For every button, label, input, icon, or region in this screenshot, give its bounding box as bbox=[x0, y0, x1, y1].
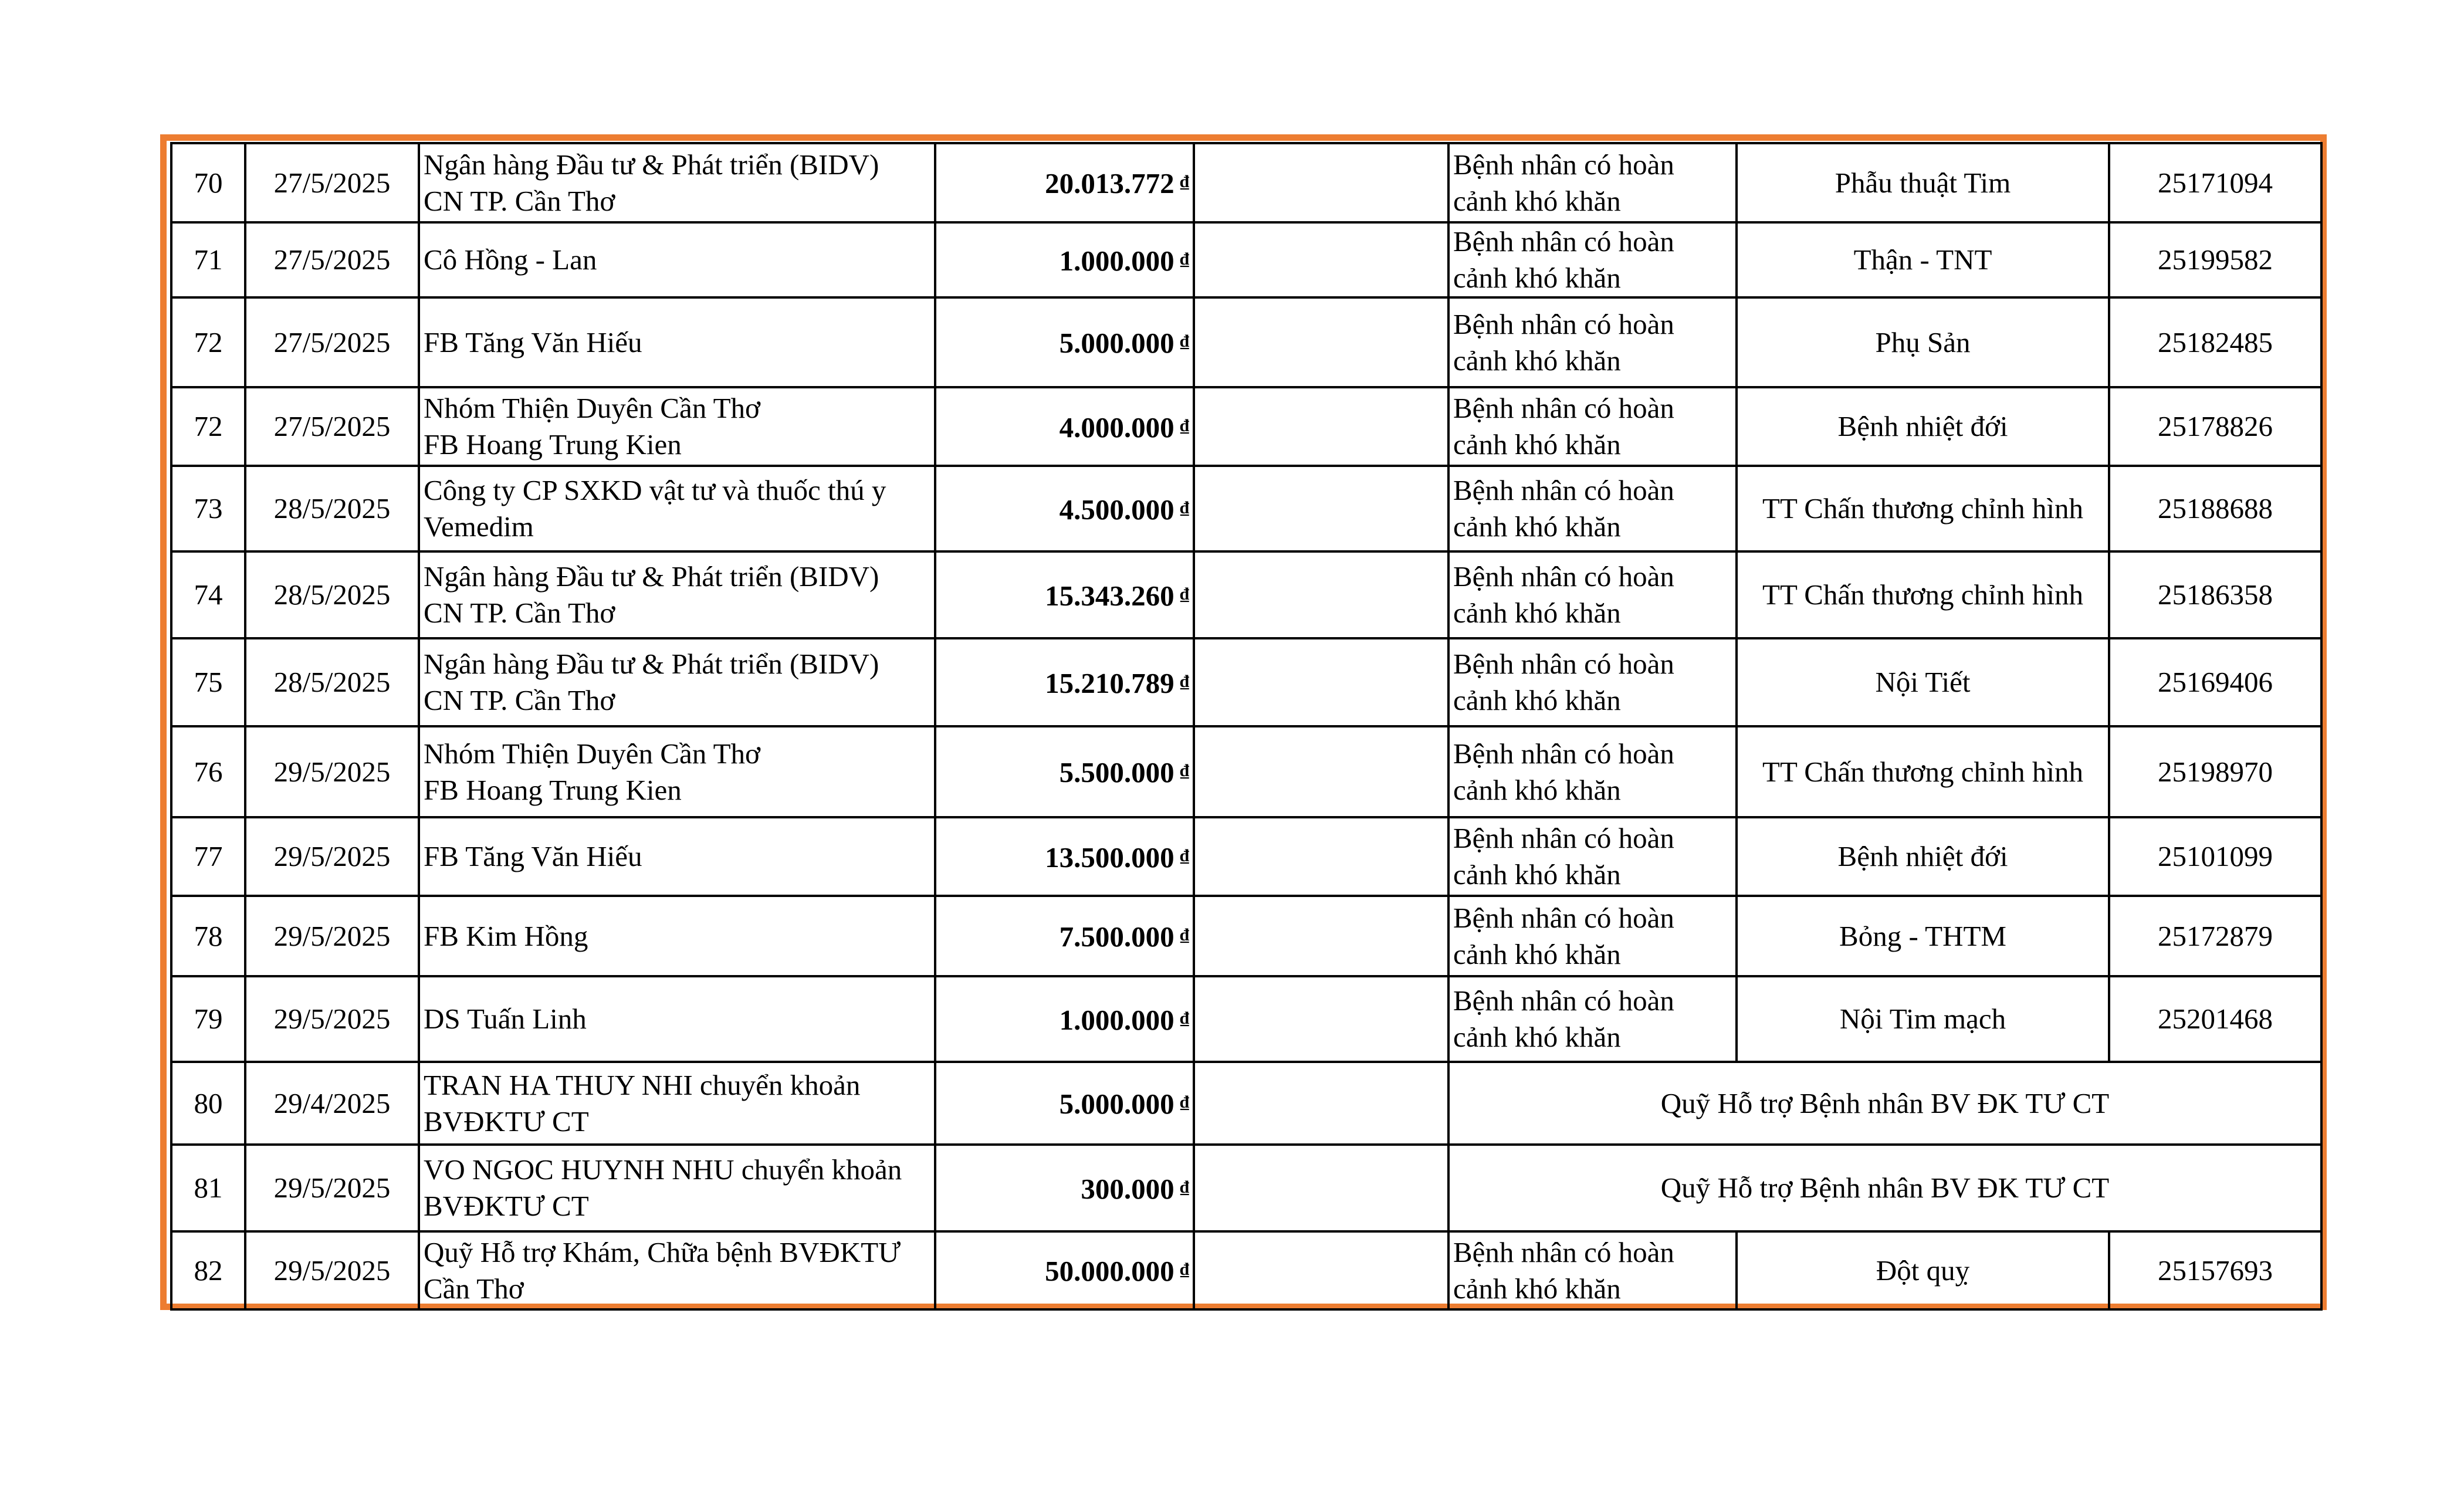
date-cell: 29/5/2025 bbox=[245, 1231, 419, 1309]
purpose-line1: Bệnh nhân có hoàn bbox=[1453, 560, 1674, 593]
donor-name-cell bbox=[419, 638, 935, 726]
purpose-line2: cảnh khó khăn bbox=[1453, 428, 1621, 461]
patient-code-cell: 25178826 bbox=[2109, 387, 2321, 466]
amount-cell bbox=[935, 1145, 1194, 1231]
amount-value: 1.000.000 bbox=[1059, 1003, 1175, 1036]
note-cell bbox=[1194, 817, 1448, 896]
purpose-line1: Bệnh nhân có hoàn bbox=[1453, 392, 1674, 424]
amount-value: 15.210.789 bbox=[1045, 666, 1175, 699]
amount-cell bbox=[935, 726, 1194, 817]
purpose-cell bbox=[1448, 297, 1737, 387]
amount-value: 15.343.260 bbox=[1045, 579, 1175, 612]
currency-symbol: ₫ bbox=[1180, 415, 1189, 435]
row-number-cell: 77 bbox=[171, 817, 245, 896]
purpose-line2: cảnh khó khăn bbox=[1453, 684, 1621, 716]
donor-name-line2: CN TP. Cần Thơ bbox=[424, 597, 615, 629]
date-cell: 27/5/2025 bbox=[245, 297, 419, 387]
donor-name-cell bbox=[419, 1231, 935, 1309]
date-cell: 29/4/2025 bbox=[245, 1062, 419, 1145]
row-number-cell: 76 bbox=[171, 726, 245, 817]
department-cell: Bệnh nhiệt đới bbox=[1737, 817, 2109, 896]
note-cell bbox=[1194, 551, 1448, 638]
row-number-cell: 75 bbox=[171, 638, 245, 726]
department-cell: Nội Tiết bbox=[1737, 638, 2109, 726]
purpose-cell bbox=[1448, 896, 1737, 976]
purpose-line1: Bệnh nhân có hoàn bbox=[1453, 1236, 1674, 1268]
row-number-cell: 72 bbox=[171, 387, 245, 466]
purpose-line2: cảnh khó khăn bbox=[1453, 937, 1621, 970]
purpose-line2: cảnh khó khăn bbox=[1453, 597, 1621, 629]
purpose-line1: Bệnh nhân có hoàn bbox=[1453, 307, 1674, 340]
donor-name-cell bbox=[419, 817, 935, 896]
patient-code-cell: 25172879 bbox=[2109, 896, 2321, 976]
amount-value: 4.500.000 bbox=[1059, 493, 1175, 526]
donor-name-line1: Ngân hàng Đầu tư & Phát triển (BIDV) bbox=[424, 148, 879, 181]
donor-name-line2: BVĐKTƯ CT bbox=[424, 1105, 589, 1138]
donor-name-line1: FB Tăng Văn Hiếu bbox=[424, 840, 642, 872]
currency-symbol: ₫ bbox=[1180, 172, 1189, 191]
note-cell bbox=[1194, 726, 1448, 817]
amount-value: 20.013.772 bbox=[1045, 167, 1175, 199]
row-number-cell: 81 bbox=[171, 1145, 245, 1231]
amount-value: 50.000.000 bbox=[1045, 1255, 1175, 1287]
date-cell: 29/5/2025 bbox=[245, 1145, 419, 1231]
donor-name-line1: VO NGOC HUYNH NHU chuyển khoản bbox=[424, 1153, 902, 1186]
purpose-line2: cảnh khó khăn bbox=[1453, 858, 1621, 891]
purpose-line1: Bệnh nhân có hoàn bbox=[1453, 148, 1674, 181]
table-row bbox=[171, 1062, 2321, 1145]
row-number-cell: 71 bbox=[171, 222, 245, 297]
donor-name-line1: FB Kim Hồng bbox=[424, 919, 588, 952]
purpose-line2: cảnh khó khăn bbox=[1453, 344, 1621, 377]
date-cell: 28/5/2025 bbox=[245, 638, 419, 726]
donor-name-line2: Vemedim bbox=[424, 510, 534, 543]
date-cell: 29/5/2025 bbox=[245, 976, 419, 1062]
donation-table bbox=[170, 142, 2323, 1311]
table-row bbox=[171, 726, 2321, 817]
purpose-line2: cảnh khó khăn bbox=[1453, 1272, 1621, 1305]
note-cell bbox=[1194, 1145, 1448, 1231]
amount-value: 7.500.000 bbox=[1059, 920, 1175, 953]
donor-name-line2: FB Hoang Trung Kien bbox=[424, 428, 682, 461]
purpose-cell bbox=[1448, 387, 1737, 466]
donor-name-cell bbox=[419, 1145, 935, 1231]
department-cell: Thận - TNT bbox=[1737, 222, 2109, 297]
currency-symbol: ₫ bbox=[1180, 671, 1189, 691]
amount-value: 5.000.000 bbox=[1059, 327, 1175, 359]
table-row bbox=[171, 297, 2321, 387]
purpose-line1: Bệnh nhân có hoàn bbox=[1453, 984, 1674, 1017]
note-cell bbox=[1194, 222, 1448, 297]
currency-symbol: ₫ bbox=[1180, 1260, 1189, 1279]
purpose-line2: cảnh khó khăn bbox=[1453, 1021, 1621, 1053]
amount-cell bbox=[935, 896, 1194, 976]
donor-name-cell bbox=[419, 466, 935, 551]
currency-symbol: ₫ bbox=[1180, 1008, 1189, 1028]
donor-name-cell bbox=[419, 297, 935, 387]
donor-name-cell bbox=[419, 551, 935, 638]
department-cell: Phẫu thuật Tim bbox=[1737, 143, 2109, 222]
currency-symbol: ₫ bbox=[1180, 1092, 1189, 1112]
purpose-line2: cảnh khó khăn bbox=[1453, 510, 1621, 543]
patient-code-cell: 25201468 bbox=[2109, 976, 2321, 1062]
purpose-line1: Bệnh nhân có hoàn bbox=[1453, 648, 1674, 680]
table-body bbox=[171, 143, 2321, 1309]
note-cell bbox=[1194, 976, 1448, 1062]
department-cell: Bỏng - THTM bbox=[1737, 896, 2109, 976]
row-number-cell: 70 bbox=[171, 143, 245, 222]
table-row bbox=[171, 222, 2321, 297]
department-cell: Phụ Sản bbox=[1737, 297, 2109, 387]
donor-name-line1: FB Tăng Văn Hiếu bbox=[424, 326, 642, 358]
donor-name-line1: Quỹ Hỗ trợ Khám, Chữa bệnh BVĐKTƯ bbox=[424, 1236, 901, 1268]
table-row bbox=[171, 638, 2321, 726]
purpose-line1: Bệnh nhân có hoàn bbox=[1453, 225, 1674, 258]
purpose-cell bbox=[1448, 1231, 1737, 1309]
row-number-cell: 80 bbox=[171, 1062, 245, 1145]
date-cell: 27/5/2025 bbox=[245, 222, 419, 297]
table-row bbox=[171, 143, 2321, 222]
fund-cell: Quỹ Hỗ trợ Bệnh nhân BV ĐK TƯ CT bbox=[1448, 1145, 2321, 1231]
currency-symbol: ₫ bbox=[1180, 249, 1189, 269]
amount-cell bbox=[935, 143, 1194, 222]
amount-value: 5.000.000 bbox=[1059, 1088, 1175, 1120]
donor-name-line2: FB Hoang Trung Kien bbox=[424, 773, 682, 806]
note-cell bbox=[1194, 1231, 1448, 1309]
purpose-line1: Bệnh nhân có hoàn bbox=[1453, 737, 1674, 770]
donor-name-line1: DS Tuấn Linh bbox=[424, 1003, 587, 1035]
purpose-line2: cảnh khó khăn bbox=[1453, 184, 1621, 217]
amount-cell bbox=[935, 976, 1194, 1062]
purpose-cell bbox=[1448, 976, 1737, 1062]
patient-code-cell: 25198970 bbox=[2109, 726, 2321, 817]
note-cell bbox=[1194, 466, 1448, 551]
department-cell: TT Chấn thương chỉnh hình bbox=[1737, 726, 2109, 817]
table-row bbox=[171, 976, 2321, 1062]
table-row bbox=[171, 551, 2321, 638]
patient-code-cell: 25171094 bbox=[2109, 143, 2321, 222]
purpose-cell bbox=[1448, 726, 1737, 817]
department-cell: Đột quỵ bbox=[1737, 1231, 2109, 1309]
table-row bbox=[171, 387, 2321, 466]
table-row bbox=[171, 1231, 2321, 1309]
patient-code-cell: 25157693 bbox=[2109, 1231, 2321, 1309]
donor-name-line1: Công ty CP SXKD vật tư và thuốc thú y bbox=[424, 474, 886, 506]
note-cell bbox=[1194, 1062, 1448, 1145]
donor-name-line1: TRAN HA THUY NHI chuyển khoản bbox=[424, 1068, 861, 1101]
amount-value: 13.500.000 bbox=[1045, 841, 1175, 874]
purpose-line2: cảnh khó khăn bbox=[1453, 262, 1621, 294]
currency-symbol: ₫ bbox=[1180, 925, 1189, 945]
patient-code-cell: 25186358 bbox=[2109, 551, 2321, 638]
donor-name-cell bbox=[419, 976, 935, 1062]
donor-name-line2: Cần Thơ bbox=[424, 1272, 524, 1305]
department-cell: TT Chấn thương chỉnh hình bbox=[1737, 551, 2109, 638]
patient-code-cell: 25101099 bbox=[2109, 817, 2321, 896]
table-row bbox=[171, 1145, 2321, 1231]
row-number-cell: 82 bbox=[171, 1231, 245, 1309]
donor-name-cell bbox=[419, 387, 935, 466]
row-number-cell: 74 bbox=[171, 551, 245, 638]
department-cell: Bệnh nhiệt đới bbox=[1737, 387, 2109, 466]
purpose-cell bbox=[1448, 466, 1737, 551]
table-row bbox=[171, 466, 2321, 551]
amount-cell bbox=[935, 638, 1194, 726]
purpose-cell bbox=[1448, 143, 1737, 222]
amount-cell bbox=[935, 297, 1194, 387]
amount-value: 4.000.000 bbox=[1059, 411, 1175, 444]
donor-name-line2: CN TP. Cần Thơ bbox=[424, 184, 615, 217]
donor-name-cell bbox=[419, 896, 935, 976]
donor-name-line2: BVĐKTƯ CT bbox=[424, 1190, 589, 1222]
row-number-cell: 78 bbox=[171, 896, 245, 976]
donor-name-line1: Nhóm Thiện Duyên Cần Thơ bbox=[424, 392, 760, 424]
currency-symbol: ₫ bbox=[1180, 584, 1189, 604]
donor-name-cell bbox=[419, 143, 935, 222]
fund-cell: Quỹ Hỗ trợ Bệnh nhân BV ĐK TƯ CT bbox=[1448, 1062, 2321, 1145]
row-number-cell: 73 bbox=[171, 466, 245, 551]
purpose-cell bbox=[1448, 638, 1737, 726]
donor-name-line1: Cô Hồng - Lan bbox=[424, 243, 597, 276]
donor-name-cell bbox=[419, 222, 935, 297]
amount-value: 300.000 bbox=[1081, 1172, 1175, 1205]
amount-cell bbox=[935, 817, 1194, 896]
purpose-line1: Bệnh nhân có hoàn bbox=[1453, 901, 1674, 934]
date-cell: 29/5/2025 bbox=[245, 817, 419, 896]
donor-name-cell bbox=[419, 726, 935, 817]
date-cell: 27/5/2025 bbox=[245, 143, 419, 222]
patient-code-cell: 25199582 bbox=[2109, 222, 2321, 297]
amount-cell bbox=[935, 1062, 1194, 1145]
currency-symbol: ₫ bbox=[1180, 497, 1189, 517]
donor-name-line1: Ngân hàng Đầu tư & Phát triển (BIDV) bbox=[424, 560, 879, 593]
purpose-line1: Bệnh nhân có hoàn bbox=[1453, 822, 1674, 854]
date-cell: 27/5/2025 bbox=[245, 387, 419, 466]
donor-name-line1: Nhóm Thiện Duyên Cần Thơ bbox=[424, 737, 760, 770]
currency-symbol: ₫ bbox=[1180, 1177, 1189, 1197]
purpose-line1: Bệnh nhân có hoàn bbox=[1453, 474, 1674, 506]
amount-cell bbox=[935, 1231, 1194, 1309]
note-cell bbox=[1194, 638, 1448, 726]
donor-name-cell bbox=[419, 1062, 935, 1145]
donor-name-line2: CN TP. Cần Thơ bbox=[424, 684, 615, 716]
department-cell: Nội Tim mạch bbox=[1737, 976, 2109, 1062]
purpose-cell bbox=[1448, 222, 1737, 297]
currency-symbol: ₫ bbox=[1180, 845, 1189, 865]
note-cell bbox=[1194, 896, 1448, 976]
patient-code-cell: 25182485 bbox=[2109, 297, 2321, 387]
date-cell: 29/5/2025 bbox=[245, 896, 419, 976]
currency-symbol: ₫ bbox=[1180, 761, 1189, 780]
note-cell bbox=[1194, 143, 1448, 222]
table-row bbox=[171, 817, 2321, 896]
amount-cell bbox=[935, 387, 1194, 466]
row-number-cell: 79 bbox=[171, 976, 245, 1062]
patient-code-cell: 25169406 bbox=[2109, 638, 2321, 726]
donor-name-line1: Ngân hàng Đầu tư & Phát triển (BIDV) bbox=[424, 648, 879, 680]
note-cell bbox=[1194, 387, 1448, 466]
patient-code-cell: 25188688 bbox=[2109, 466, 2321, 551]
purpose-cell bbox=[1448, 817, 1737, 896]
date-cell: 28/5/2025 bbox=[245, 466, 419, 551]
currency-symbol: ₫ bbox=[1180, 331, 1189, 351]
purpose-cell bbox=[1448, 551, 1737, 638]
table-row bbox=[171, 896, 2321, 976]
amount-value: 5.500.000 bbox=[1059, 756, 1175, 788]
amount-cell bbox=[935, 551, 1194, 638]
amount-cell bbox=[935, 222, 1194, 297]
date-cell: 28/5/2025 bbox=[245, 551, 419, 638]
amount-cell bbox=[935, 466, 1194, 551]
amount-value: 1.000.000 bbox=[1059, 244, 1175, 277]
date-cell: 29/5/2025 bbox=[245, 726, 419, 817]
department-cell: TT Chấn thương chỉnh hình bbox=[1737, 466, 2109, 551]
row-number-cell: 72 bbox=[171, 297, 245, 387]
note-cell bbox=[1194, 297, 1448, 387]
purpose-line2: cảnh khó khăn bbox=[1453, 773, 1621, 806]
